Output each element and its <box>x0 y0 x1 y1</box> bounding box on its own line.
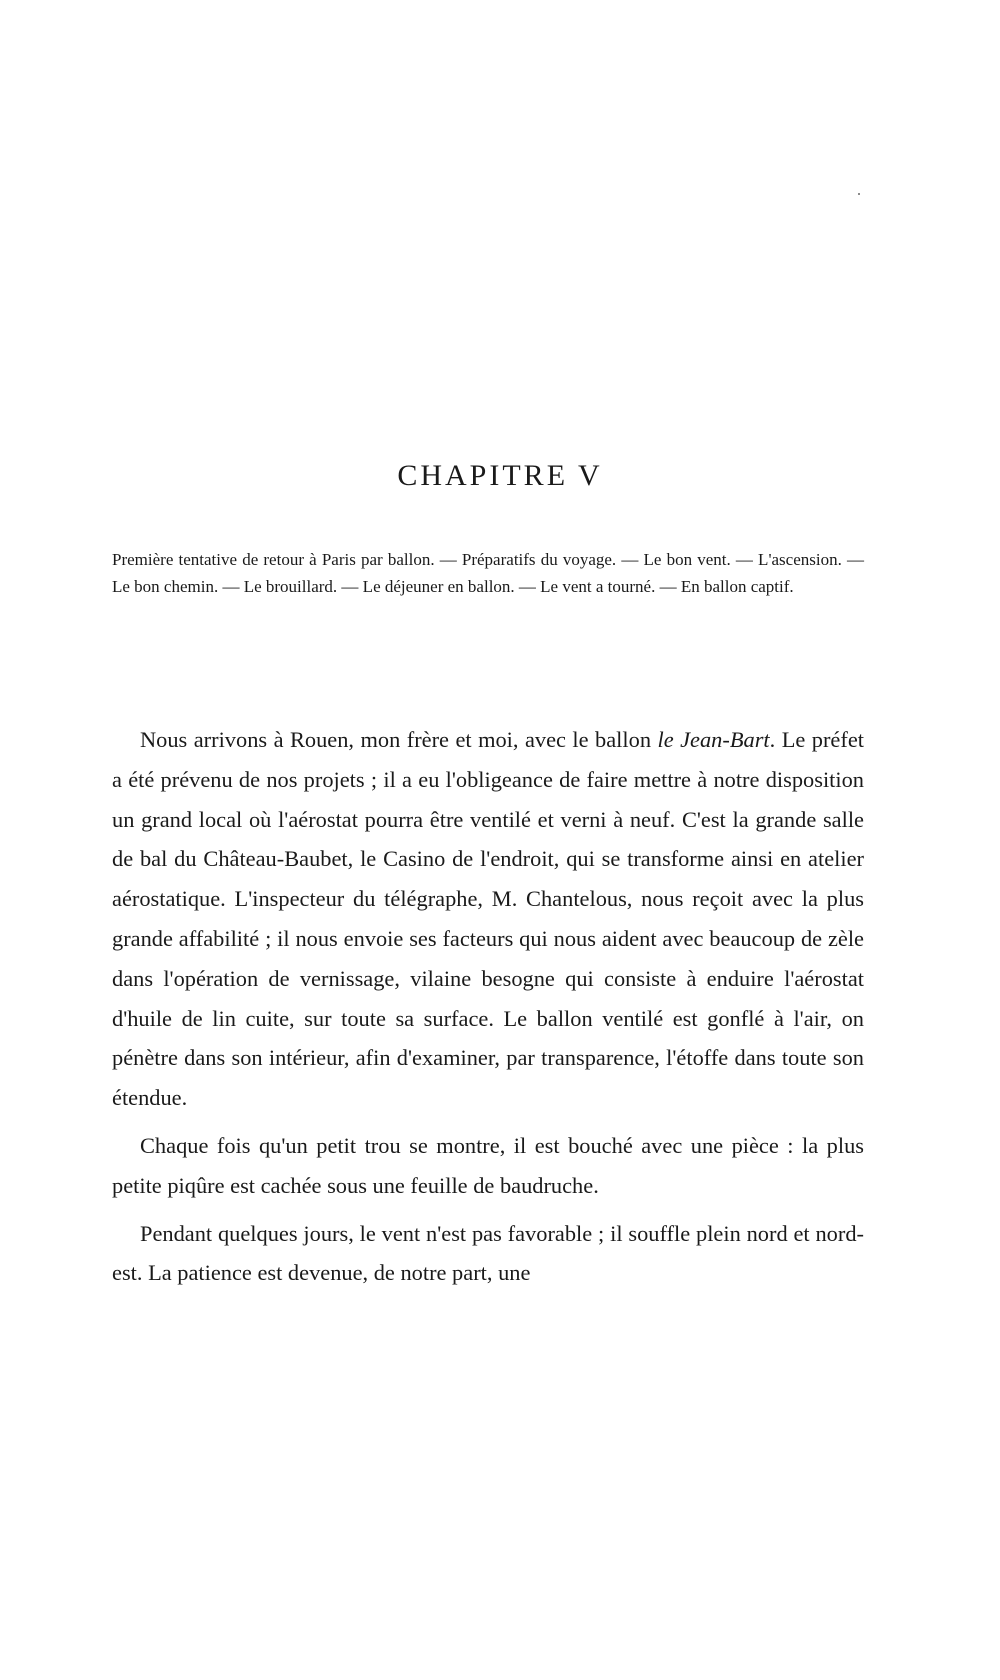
chapter-title: CHAPITRE V <box>397 459 603 492</box>
paragraph-1-text-start: Nous arrivons à Rouen, mon frère et moi, avec le ballon <box>140 727 658 752</box>
paragraph-1-text-rest: . Le préfet a été prévenu de nos projets ; il a eu l'obligeance de faire mettre à notre disposition un grand local où l'aérostat pourra être ventilé et verni à neuf. C'est la grande salle de bal du Château-Baubet, le Casino de l'endroit, qui se transforme ainsi en atelier aérostatique. L'inspecteur du télégraphe, M. Chantelous, nous reçoit avec la plus grande affabilité ; il nous envoie ses facteurs qui nous aident avec beaucoup de zèle dans l'opération de vernissage, vilaine besogne qui consiste à enduire l'aérostat d'huile de lin cuite, sur toute sa surface. Le ballon ventilé est gonflé à l'air, on pénètre dans son intérieur, afin d'examiner, par transparence, l'étoffe dans toute son étendue. <box>112 727 864 1111</box>
paragraph-2: Chaque fois qu'un petit trou se montre, il est bouché avec une pièce : la plus petite piqûre est cachée sous une feuille de baudruche. <box>112 1132 864 1198</box>
chapter-summary: Première tentative de retour à Paris par ballon. — Préparatifs du voyage. — Le bon vent. — L'ascension. — Le bon chemin. — Le brouillard. — Le déjeuner en ballon. — Le vent a tourné. — En ballon captif. <box>112 550 864 596</box>
print-speck <box>858 193 860 195</box>
balloon-name: le Jean-Bart <box>657 727 770 752</box>
paragraph-3: Pendant quelques jours, le vent n'est pas favorable ; il souffle plein nord et nord-est. La patience est devenue, de notre part, une <box>112 1220 864 1286</box>
chapter-body <box>112 720 864 1293</box>
paragraph-1 <box>112 720 864 1118</box>
